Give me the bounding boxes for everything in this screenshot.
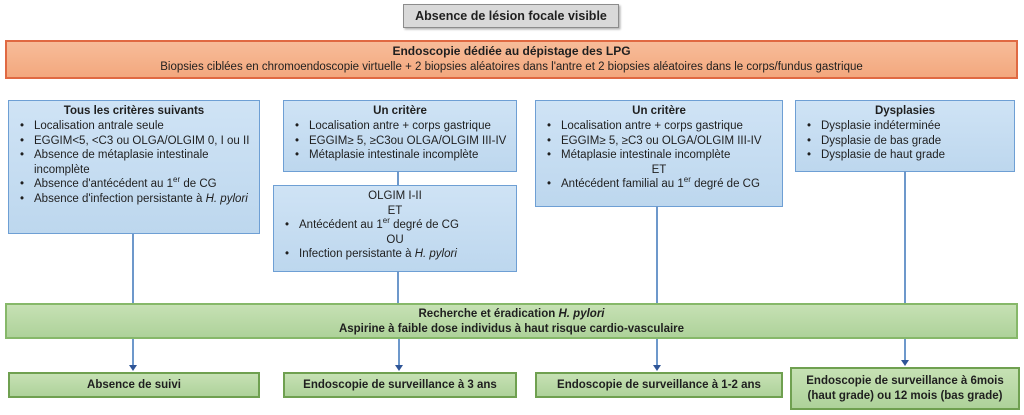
criterion: • EGGIM<5, <C3 ou OLGA/OLGIM 0, I ou II <box>13 134 255 149</box>
criteria-box-one-criterion-3yr <box>283 100 517 172</box>
outcome-label: Endoscopie de surveillance à 6mois (haut grade) ou 12 mois (bas grade) <box>806 374 1004 402</box>
criterion-text: de CG <box>180 178 217 191</box>
connector-line <box>397 171 399 185</box>
ordinal-superscript: er <box>173 175 181 185</box>
criterion: • Dysplasie de bas grade <box>800 134 1010 149</box>
arrow-line <box>132 339 134 365</box>
arrowhead-down-icon <box>901 360 909 366</box>
criteria-box-title: Un critère <box>373 105 427 117</box>
ordinal-superscript: er <box>683 175 691 185</box>
connector-line <box>904 171 906 303</box>
criterion: • Localisation antre + corps gastrique <box>540 119 778 134</box>
criterion-text: Antécédent au 1 <box>299 219 383 232</box>
outcome-box-no-followup <box>8 372 260 398</box>
criterion-text: Absence d'antécédent au 1 <box>34 178 174 191</box>
connector-line <box>132 234 134 303</box>
criterion: • Métaplasie intestinale incomplète <box>540 148 778 163</box>
criterion: • Dysplasie indéterminée <box>800 119 1010 134</box>
outcome-box-surveillance-1-2yr <box>535 372 783 398</box>
h-pylori-italic: H. pylori <box>414 248 457 261</box>
criterion: • EGGIM≥ 5, ≥C3 ou OLGA/OLGIM III-IV <box>540 134 778 149</box>
criteria-box-title: Tous les critères suivants <box>63 105 205 117</box>
criterion-text: Antécédent familial au 1 <box>561 178 684 191</box>
olgim-line: OLGIM I-II <box>368 190 422 202</box>
connector-line <box>397 271 399 303</box>
eradication-text: Recherche et éradication <box>418 308 559 320</box>
connector-line <box>656 206 658 303</box>
criteria-box-title: Dysplasies <box>874 105 936 117</box>
arrow-line <box>904 339 906 360</box>
criterion <box>13 192 255 207</box>
arrow-line <box>398 339 400 365</box>
criteria-box-dysplasias <box>795 100 1015 172</box>
arrowhead-down-icon <box>653 365 661 371</box>
outcome-box-surveillance-3yr <box>283 372 517 398</box>
screening-subtitle: Biopsies ciblées en chromoendoscopie virtuelle + 2 biopsies aléatoires dans l'antre et 2 biopsies aléatoires dans le corps/fundus gastrique <box>160 60 863 73</box>
no-focal-lesion-label: Absence de lésion focale visible <box>415 9 607 23</box>
criterion <box>540 177 778 192</box>
criteria-box-title: Un critère <box>632 105 686 117</box>
criterion-text: Absence d'infection persistante à <box>34 192 206 205</box>
criteria-box-one-criterion-1-2yr <box>535 100 783 207</box>
criterion <box>278 218 512 233</box>
and-connector-label: ET <box>651 163 667 176</box>
h-pylori-italic: H. pylori <box>558 308 605 320</box>
criterion-text: degré de CG <box>389 219 459 232</box>
h-pylori-italic: H. pylori <box>205 192 248 205</box>
eradication-line2: Aspirine à faible dose individus à haut risque cardio-vasculaire <box>338 322 685 335</box>
arrow-line <box>656 339 658 365</box>
outcome-box-surveillance-6-12mo <box>790 367 1020 410</box>
criterion: • EGGIM≥ 5, ≥C3ou OLGA/OLGIM III-IV <box>288 134 512 149</box>
criterion-text: degré de CG <box>690 178 760 191</box>
criterion-text: Infection persistante à <box>299 248 415 261</box>
outcome-label: Endoscopie de surveillance à 3 ans <box>303 378 497 391</box>
eradication-line1 <box>7 307 1016 322</box>
criterion: • Métaplasie intestinale incomplète <box>288 148 512 163</box>
criterion <box>278 247 512 262</box>
screening-band <box>5 40 1018 79</box>
criteria-box-all-criteria <box>8 100 260 234</box>
olgim-sub-box <box>273 185 517 272</box>
outcome-label: Absence de suivi <box>87 378 181 391</box>
criterion: • Dysplasie de haut grade <box>800 148 1010 163</box>
screening-title: Endoscopie dédiée au dépistage des LPG <box>392 44 631 58</box>
arrowhead-down-icon <box>129 365 137 371</box>
and-connector-label: ET <box>387 204 403 217</box>
eradication-band <box>5 303 1018 339</box>
no-focal-lesion-box <box>403 4 619 28</box>
arrowhead-down-icon <box>395 365 403 371</box>
criterion: • Localisation antre + corps gastrique <box>288 119 512 134</box>
criterion <box>13 177 255 192</box>
or-connector-label: OU <box>386 233 404 246</box>
criterion: • Localisation antrale seule <box>13 119 255 134</box>
criterion: • Absence de métaplasie intestinale incomplète <box>13 148 255 177</box>
ordinal-superscript: er <box>382 216 390 226</box>
outcome-label: Endoscopie de surveillance à 1-2 ans <box>557 378 761 391</box>
